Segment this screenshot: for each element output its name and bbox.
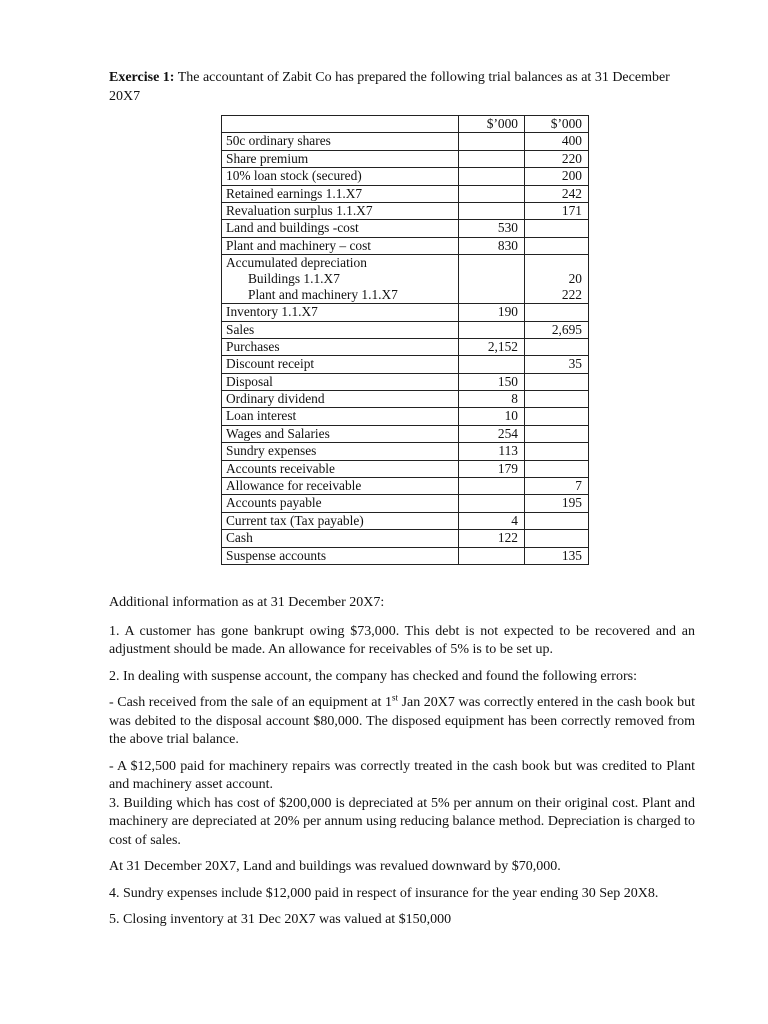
account-name: Sundry expenses	[222, 443, 459, 460]
account-name: Retained earnings 1.1.X7	[222, 185, 459, 202]
table-row	[222, 338, 589, 355]
table-row	[222, 220, 589, 237]
table-row	[222, 443, 589, 460]
credit-value	[525, 304, 589, 321]
table-row	[222, 460, 589, 477]
debit-value: 8	[459, 391, 525, 408]
credit-value: 171	[525, 202, 589, 219]
note-4: 4. Sundry expenses include $12,000 paid in respect of insurance for the year ending 30 Sep 20X8.	[109, 885, 659, 901]
credit-value-group	[525, 255, 589, 304]
note-3-revaluation: At 31 December 20X7, Land and buildings was revalued downward by $70,000.	[109, 859, 561, 874]
account-name: Accounts receivable	[222, 460, 459, 477]
account-name: Disposal	[222, 373, 459, 390]
exercise-text: The accountant of Zabit Co has prepared the following trial balances as at 31 December 20X7	[109, 70, 670, 104]
table-row	[222, 202, 589, 219]
note-3: 3. Building which has cost of $200,000 is depreciated at 5% per annum on their original cost. Plant and machinery are depreciated at 20% per annum using reducing balance method. Depreciation is charged to cost of sales.	[109, 795, 695, 848]
table-row	[222, 185, 589, 202]
table-row	[222, 150, 589, 167]
debit-value: 4	[459, 512, 525, 529]
note-2-error-1-end: Jan 20X7 was correctly entered in the cash book but was debited to the disposal account $80,000. The disposed equipment has been correctly removed from the above trial balance.	[109, 695, 695, 747]
credit-value	[525, 425, 589, 442]
credit-value	[525, 391, 589, 408]
exercise-intro	[109, 68, 699, 106]
debit-value	[459, 133, 525, 150]
debit-value: 122	[459, 530, 525, 547]
debit-value: 150	[459, 373, 525, 390]
account-name: Wages and Salaries	[222, 425, 459, 442]
table-row	[222, 304, 589, 321]
debit-value	[459, 202, 525, 219]
table-row	[222, 530, 589, 547]
debit-value	[459, 321, 525, 338]
table-row	[222, 168, 589, 185]
table-row	[222, 478, 589, 495]
account-name-group	[222, 255, 459, 304]
table-row	[222, 495, 589, 512]
credit-value	[525, 338, 589, 355]
credit-value	[525, 530, 589, 547]
account-name: Accounts payable	[222, 495, 459, 512]
table-header-row	[222, 116, 589, 133]
credit-value: 222	[561, 287, 582, 303]
table-row	[222, 391, 589, 408]
note-5: 5. Closing inventory at 31 Dec 20X7 was valued at $150,000	[109, 912, 452, 927]
debit-value: 113	[459, 443, 525, 460]
account-name: 50c ordinary shares	[222, 133, 459, 150]
account-name: Loan interest	[222, 408, 459, 425]
debit-value: 254	[459, 425, 525, 442]
header-credit: $’000	[525, 116, 589, 133]
credit-value	[525, 408, 589, 425]
credit-value: 220	[525, 150, 589, 167]
account-name-sub: Plant and machinery 1.1.X7	[248, 287, 398, 303]
credit-value: 2,695	[525, 321, 589, 338]
debit-value: 830	[459, 237, 525, 254]
credit-value: 135	[525, 547, 589, 564]
table-row	[222, 512, 589, 529]
credit-value	[525, 373, 589, 390]
debit-value: 530	[459, 220, 525, 237]
note-2-error-2: - A $12,500 paid for machinery repairs was correctly treated in the cash book but was credited to Plant and machinery asset account.	[109, 758, 695, 792]
account-name: Plant and machinery – cost	[222, 237, 459, 254]
credit-value: 20	[568, 271, 582, 287]
note-2-error-1-start: - Cash received from the sale of an equipment at 1	[109, 695, 392, 710]
credit-value: 35	[525, 356, 589, 373]
additional-information	[109, 594, 695, 930]
account-name: Suspense accounts	[222, 547, 459, 564]
credit-value: 400	[525, 133, 589, 150]
credit-value	[528, 255, 582, 271]
account-name: Share premium	[222, 150, 459, 167]
table-row	[222, 237, 589, 254]
debit-value	[462, 271, 518, 287]
credit-value	[525, 512, 589, 529]
debit-value: 190	[459, 304, 525, 321]
debit-value: 10	[459, 408, 525, 425]
note-1: 1. A customer has gone bankrupt owing $73,000. This debt is not expected to be recovered and an adjustment should be made. An allowance for receivables of 5% is to be set up.	[109, 623, 695, 657]
table-row-accumulated-depreciation	[222, 255, 589, 304]
table-row	[222, 547, 589, 564]
header-debit: $’000	[459, 116, 525, 133]
additional-heading: Additional information as at 31 December 20X7:	[109, 595, 385, 610]
table-row	[222, 133, 589, 150]
debit-value	[459, 547, 525, 564]
account-name: Land and buildings -cost	[222, 220, 459, 237]
account-name: Cash	[222, 530, 459, 547]
account-name: Allowance for receivable	[222, 478, 459, 495]
debit-value: 179	[459, 460, 525, 477]
credit-value	[525, 220, 589, 237]
account-name: 10% loan stock (secured)	[222, 168, 459, 185]
table-row	[222, 356, 589, 373]
credit-value	[525, 237, 589, 254]
trial-balance-table	[221, 115, 589, 565]
credit-value	[525, 443, 589, 460]
account-name: Discount receipt	[222, 356, 459, 373]
account-name: Accumulated depreciation	[226, 255, 367, 271]
credit-value	[525, 460, 589, 477]
credit-value: 200	[525, 168, 589, 185]
table-row	[222, 408, 589, 425]
debit-value	[459, 478, 525, 495]
table-row	[222, 425, 589, 442]
debit-value: 2,152	[459, 338, 525, 355]
account-name: Revaluation surplus 1.1.X7	[222, 202, 459, 219]
account-name: Inventory 1.1.X7	[222, 304, 459, 321]
debit-value	[459, 495, 525, 512]
ordinal-suffix: st	[391, 692, 398, 703]
table-row	[222, 321, 589, 338]
debit-value	[462, 255, 518, 271]
account-name: Ordinary dividend	[222, 391, 459, 408]
account-name-sub: Buildings 1.1.X7	[248, 271, 340, 287]
debit-value-group	[459, 255, 525, 304]
table-row	[222, 373, 589, 390]
exercise-label: Exercise 1:	[109, 70, 175, 85]
note-2: 2. In dealing with suspense account, the company has checked and found the following errors:	[109, 668, 637, 684]
account-name: Sales	[222, 321, 459, 338]
credit-value: 242	[525, 185, 589, 202]
credit-value: 195	[525, 495, 589, 512]
debit-value	[459, 150, 525, 167]
debit-value	[459, 356, 525, 373]
account-name: Purchases	[222, 338, 459, 355]
debit-value	[459, 168, 525, 185]
debit-value	[462, 287, 518, 303]
header-account	[222, 116, 459, 133]
debit-value	[459, 185, 525, 202]
credit-value: 7	[525, 478, 589, 495]
account-name: Current tax (Tax payable)	[222, 512, 459, 529]
note-2-error-1	[109, 694, 695, 750]
